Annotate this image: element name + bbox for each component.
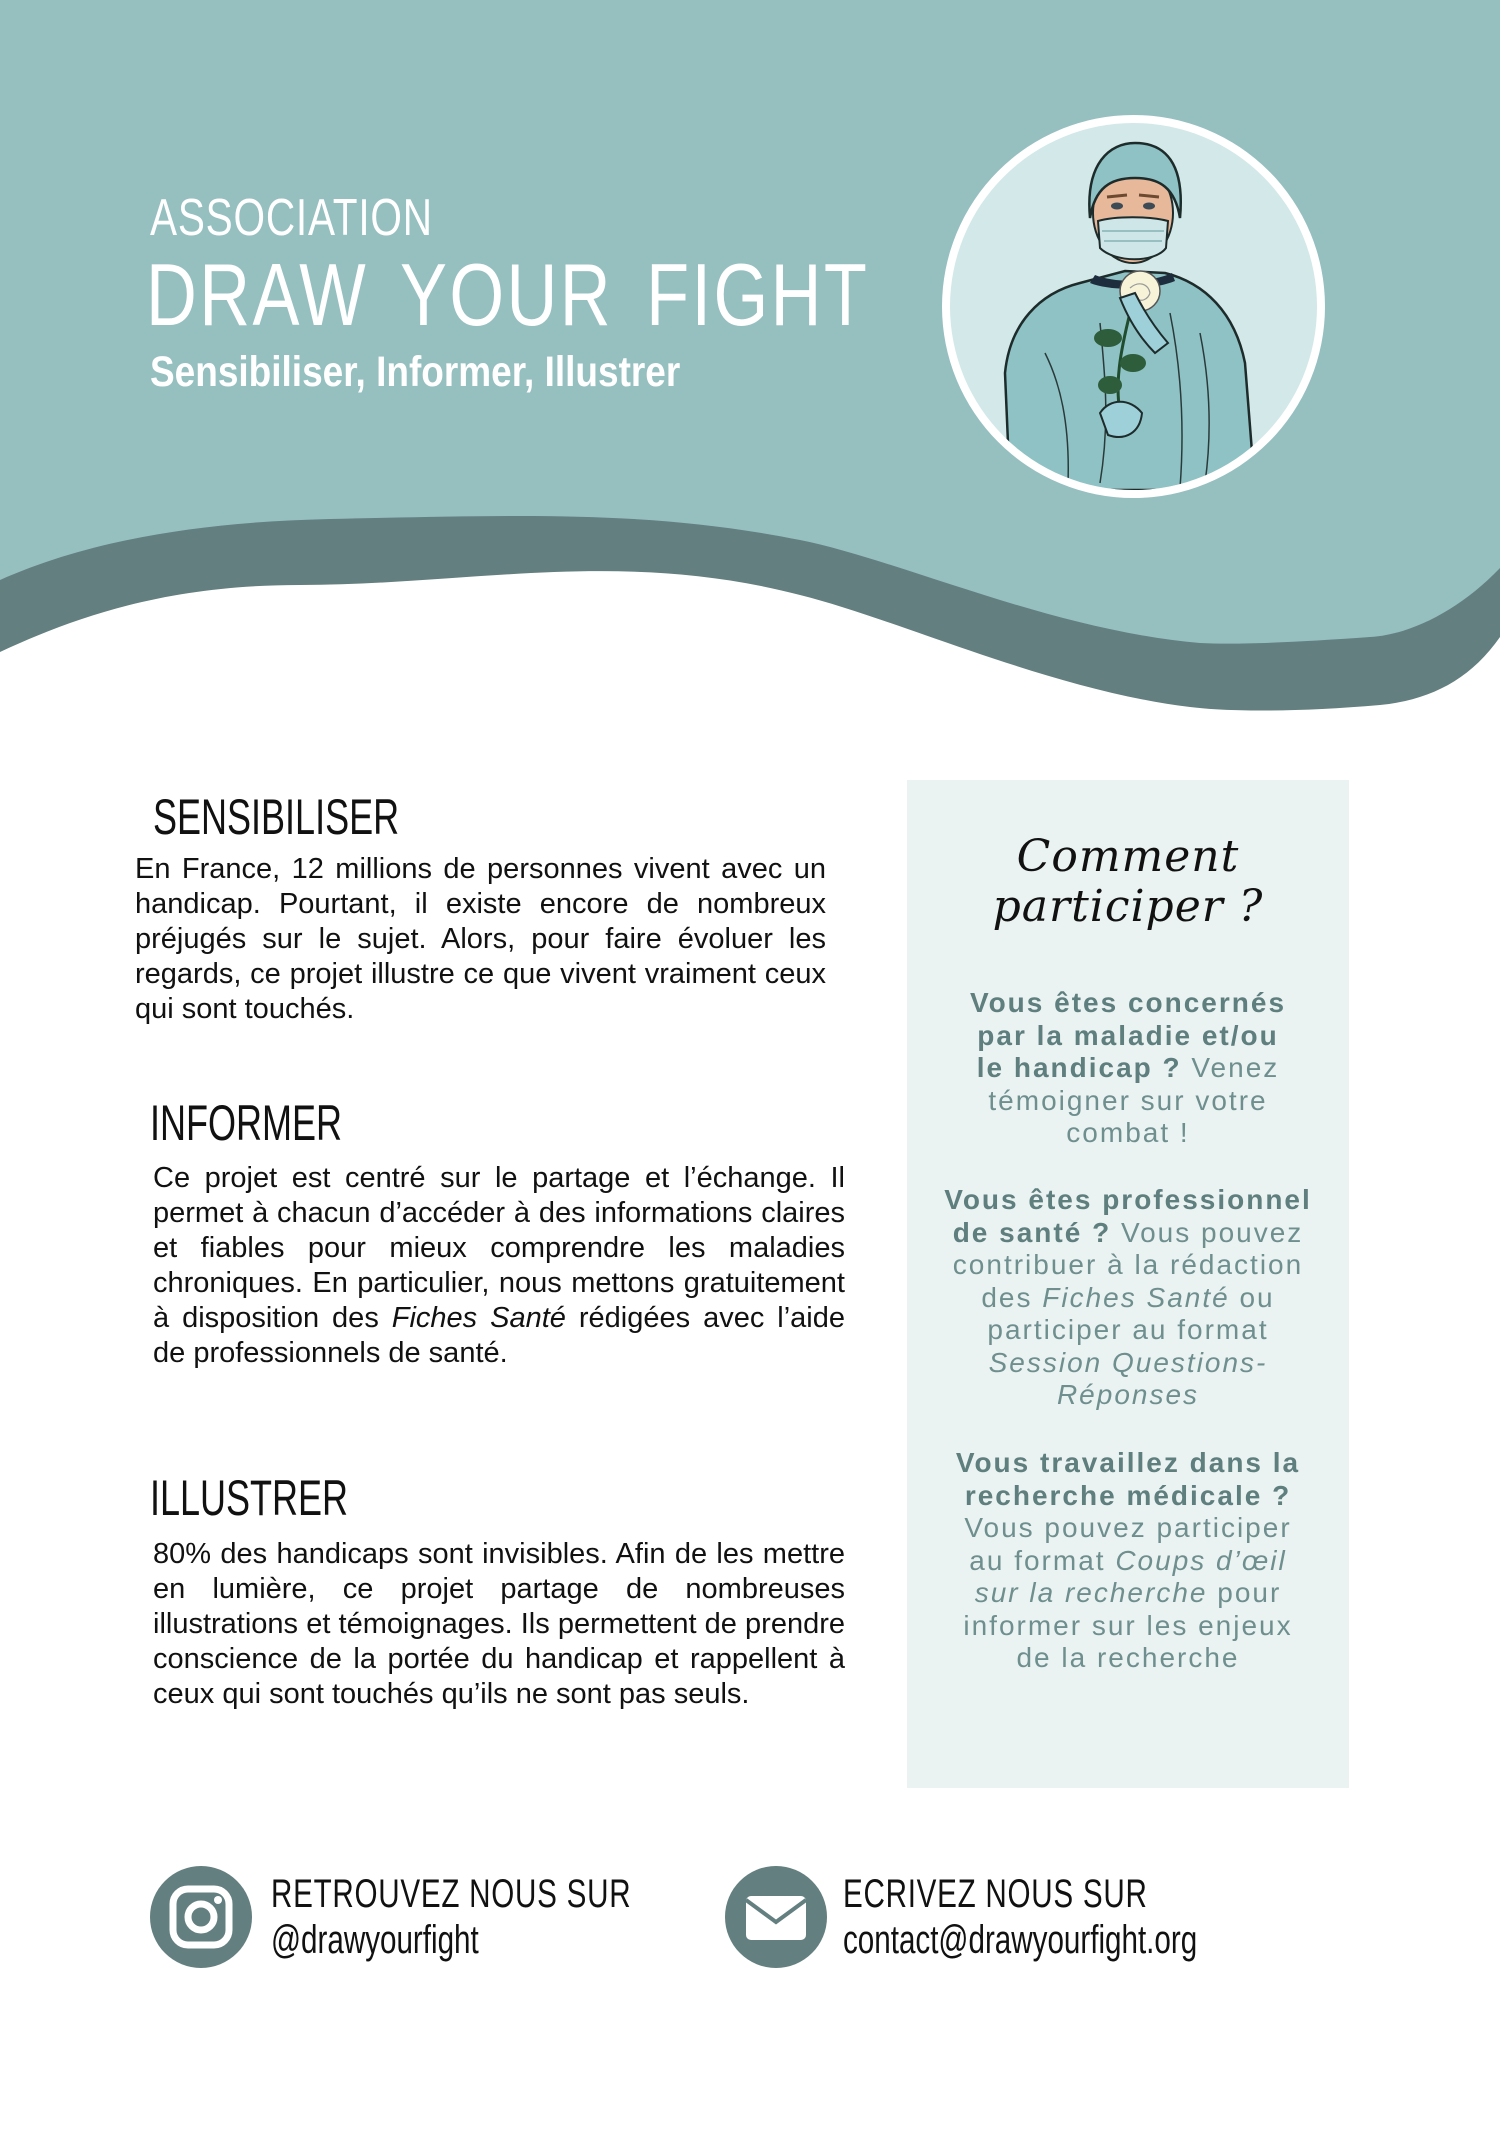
participation-title: [907, 832, 1349, 932]
participation-question: le handicap ?: [976, 1052, 1182, 1083]
section-paragraph-sensibiliser: En France, 12 millions de personnes vivent avec un handicap. Pourtant, il existe encore de nombreux préjugés sur le sujet. Alors, pour faire évoluer les regards, ce projet illustre ce que vivent vraiment ceux qui sont touchés.: [135, 853, 826, 1025]
participation-line: [907, 1379, 1349, 1412]
participation-line: [907, 1577, 1349, 1610]
participation-text: combat !: [1066, 1117, 1190, 1148]
section-paragraph-informer: Ce projet est centré sur le partage et l’échange. Il permet à chacun d’accéder à des informations claires et fiables pour mieux comprendre les maladies chroniques. En particulier, nous mettons gratuitement à disposition des Fiches Santé rédigées avec l’aide de professionnels de santé.: [153, 1162, 845, 1369]
participation-text: ou: [1229, 1281, 1275, 1313]
participation-line: [907, 1347, 1349, 1380]
participation-line: [907, 1610, 1349, 1643]
format-name-emphasis: Session Questions-: [988, 1346, 1268, 1378]
participation-text: au format: [969, 1544, 1116, 1576]
mail-icon: [725, 1866, 827, 1968]
section-paragraph-illustrer: 80% des handicaps sont invisibles. Afin de les mettre en lumière, ce projet partage de nombreuses illustrations et témoignages. Ils permettent de prendre conscience de la portée du handicap et rappellent à ceux qui sont touchés qu’ils ne sont pas seuls.: [153, 1538, 845, 1710]
participation-line: [907, 1085, 1349, 1118]
format-name-emphasis: Coups d’œil: [1115, 1544, 1287, 1576]
participation-text: témoigner sur votre: [988, 1084, 1268, 1116]
participation-block-researchers: [907, 1447, 1349, 1675]
participation-line: [907, 1184, 1349, 1217]
section-title-sensibiliser: SENSIBILISER: [153, 789, 400, 845]
participation-line: [907, 1642, 1349, 1675]
participation-line: [907, 1217, 1349, 1250]
participation-line: [907, 1117, 1349, 1150]
participation-text: informer sur les enjeux: [963, 1609, 1293, 1641]
participation-question: Vous êtes professionnel: [944, 1184, 1312, 1215]
participation-line: [907, 1480, 1349, 1513]
participation-question: recherche médicale ?: [964, 1479, 1292, 1511]
participation-question: Vous travaillez dans la: [955, 1447, 1301, 1478]
participation-line: [907, 1447, 1349, 1480]
participation-question: de santé ?: [952, 1216, 1112, 1248]
participation-text: pour: [1207, 1577, 1282, 1608]
participation-line: [907, 1314, 1349, 1347]
participation-text: Venez: [1181, 1052, 1280, 1083]
portrait-frame: [950, 123, 1317, 490]
participation-line: [907, 1020, 1349, 1053]
participation-text: participer au format: [987, 1314, 1269, 1345]
section-title-illustrer: ILLUSTRER: [150, 1470, 349, 1526]
participation-line: [907, 1052, 1349, 1085]
fiches-sante-emphasis: Fiches Santé: [391, 1302, 566, 1334]
section-title-informer: INFORMER: [150, 1095, 342, 1151]
participation-line: [907, 1512, 1349, 1545]
portrait-illustration: [942, 115, 1325, 498]
participation-block-health-professionals: [907, 1184, 1349, 1412]
format-name-emphasis: Réponses: [1056, 1379, 1200, 1410]
participation-question: par la maladie et/ou: [977, 1019, 1279, 1051]
instagram-button[interactable]: [150, 1866, 252, 1968]
email-button[interactable]: [725, 1866, 827, 1968]
participation-line: [907, 987, 1349, 1020]
association-kicker: ASSOCIATION: [150, 189, 433, 247]
participation-text: Vous pouvez participer: [964, 1512, 1292, 1543]
page-title: DRAW YOUR FIGHT: [146, 245, 870, 344]
participation-text: Vous pouvez: [1111, 1216, 1304, 1248]
tagline: Sensibiliser, Informer, Illustrer: [150, 348, 681, 396]
participation-line: [907, 1282, 1349, 1315]
participation-text: des: [981, 1281, 1043, 1313]
participation-block-patients: [907, 987, 1349, 1150]
format-name-emphasis: Fiches Santé: [1042, 1281, 1230, 1313]
participation-text: contribuer à la rédaction: [952, 1249, 1304, 1280]
instagram-label: RETROUVEZ NOUS SUR: [271, 1872, 632, 1916]
health-worker-illustration-icon: [950, 123, 1317, 490]
instagram-icon: [150, 1866, 252, 1968]
email-label: ECRIVEZ NOUS SUR: [843, 1872, 1148, 1916]
participation-line: [907, 1545, 1349, 1578]
participation-text: de la recherche: [1016, 1642, 1240, 1673]
email-address-link[interactable]: contact@drawyourfight.org: [843, 1918, 1198, 1962]
participation-line: [907, 1249, 1349, 1282]
instagram-handle-link[interactable]: @drawyourfight: [271, 1918, 479, 1962]
participation-title-line-2: participer ?: [992, 881, 1264, 932]
participation-question: Vous êtes concernés: [969, 987, 1287, 1018]
format-name-emphasis: sur la recherche: [974, 1577, 1208, 1608]
participation-title-line-1: Comment: [1016, 831, 1240, 882]
participation-box: [907, 780, 1349, 1788]
